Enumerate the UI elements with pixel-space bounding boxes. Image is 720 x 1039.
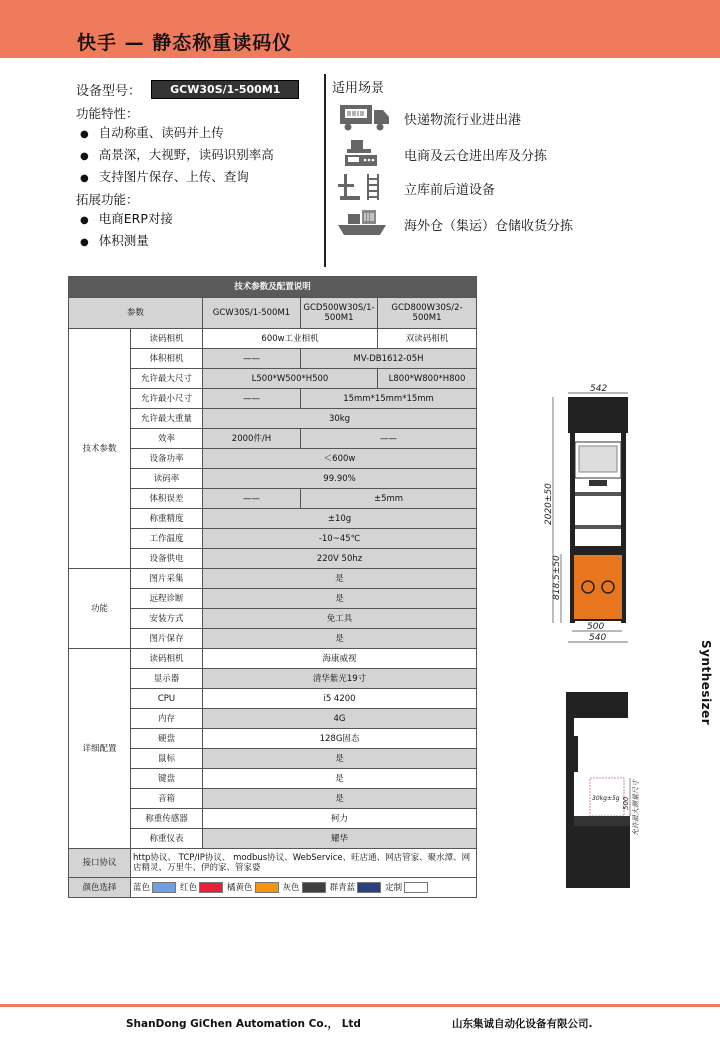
param-name: CPU [131,689,203,709]
table-row [69,809,477,829]
param-name: 读码相机 [131,649,203,669]
dim-inner: 500 [587,622,605,632]
param-name: 硬盘 [131,729,203,749]
param-name: 读码率 [131,469,203,489]
table-cell: 2000件/H [203,429,301,449]
param-name: 设备功率 [131,449,203,469]
header-bar [0,0,720,58]
param-name: 图片保存 [131,629,203,649]
table-cell: 15mm*15mm*15mm [301,389,477,409]
param-name: 允许最小尺寸 [131,389,203,409]
scenario-label: 电商及云仓进出库及分拣 [404,149,548,164]
table-cell: 是 [203,569,477,589]
table-row [69,369,477,389]
table-row [69,329,477,349]
side-box-label: 30kg±5g [592,795,620,802]
table-cell: 是 [203,629,477,649]
interface-label: 接口协议 [69,849,131,878]
param-name: 读码相机 [131,329,203,349]
color-label: 颜色选择 [69,878,131,898]
dim-top: 542 [590,384,608,394]
param-header: 参数 [69,298,203,329]
param-name: 工作温度 [131,529,203,549]
color-option-label: 蓝色 [133,883,151,893]
side-dim: 500 [622,796,630,810]
features-title: 功能特性： [76,106,139,121]
table-cell: 128G固态 [203,729,477,749]
table-row [69,789,477,809]
param-name: 效率 [131,429,203,449]
table-row [69,609,477,629]
table-row [69,689,477,709]
param-name: 允许最大重量 [131,409,203,429]
table-cell: 免工具 [203,609,477,629]
scenario-label: 快递物流行业进出港 [404,113,522,128]
bullet-item: ● 高景深，大视野，读码识别率高 [80,144,274,166]
scenario-item [334,102,634,132]
table-row [69,469,477,489]
param-name: 允许最大尺寸 [131,369,203,389]
table-cell: ＜600w [203,449,477,469]
scenario-item [334,172,634,202]
table-cell: 4G [203,709,477,729]
table-title-row [69,277,477,298]
color-option-label: 橘黄色 [227,883,253,893]
param-name: 远程诊断 [131,589,203,609]
footer-company-en: ShanDong GiChen Automation Co.， Ltd [126,1018,361,1030]
truck-icon [334,102,392,132]
table-cell: 是 [203,749,477,769]
color-option-label: 群青蓝 [329,883,356,893]
param-name: 设备供电 [131,549,203,569]
param-name: 鼠标 [131,749,203,769]
table-cell: —— [301,429,477,449]
features-list [80,122,274,188]
table-cell: i5 4200 [203,689,477,709]
param-name: 内存 [131,709,203,729]
table-cell: L800*W800*H800 [378,369,477,389]
table-cell: 是 [203,769,477,789]
param-name: 键盘 [131,769,203,789]
table-row [69,729,477,749]
param-name: 体积误差 [131,489,203,509]
divider [324,74,326,267]
table-cell: L500*W500*H500 [203,369,378,389]
table-row [69,649,477,669]
table-row [69,749,477,769]
table-cell: 99.90% [203,469,477,489]
table-row [69,669,477,689]
scenario-label: 海外仓（集运）仓储收货分拣 [404,219,574,234]
extensions-list [80,208,173,252]
scenario-label: 立库前后道设备 [404,183,496,198]
side-note: 允许最大测量尺寸 [632,780,640,836]
color-swatch [404,882,428,893]
table-header-row [69,298,477,329]
color-option-label: 红色 [180,883,198,893]
table-cell: 柯力 [203,809,477,829]
bullet-item: ● 自动称重、读码并上传 [80,122,274,144]
color-option-label: 灰色 [282,883,300,893]
spec-table [68,276,477,898]
scenario-item [334,138,634,168]
table-cell: —— [203,349,301,369]
param-name: 称重精度 [131,509,203,529]
table-cell: 220V 50hz [203,549,477,569]
table-cell: —— [203,489,301,509]
table-row [69,449,477,469]
interface-value: http协议、 TCP/IP协议、 modbus协议、WebService、旺店通、网店管家、聚水潭、网店精灵、万里牛、伊的家、管家婆 [131,849,477,878]
param-name: 音箱 [131,789,203,809]
dim-outer: 540 [589,633,607,643]
table-row [69,349,477,369]
table-row [69,549,477,569]
bullet-item: ● 电商ERP对接 [80,208,173,230]
table-row [69,509,477,529]
table-row [69,829,477,849]
model-header: GCW30S/1-500M1 [203,298,301,329]
page-title: 快手 — 静态称重读码仪 [77,32,293,54]
table-row [69,409,477,429]
color-swatch [152,882,176,893]
group-label: 详细配置 [69,649,131,849]
interface-row [69,849,477,878]
table-cell: -10~45℃ [203,529,477,549]
scenario-item [334,208,634,238]
scenarios-title: 适用场景 [332,81,385,96]
table-cell: 是 [203,589,477,609]
scale-icon [334,138,392,168]
table-cell: 海康威视 [203,649,477,669]
table-cell: 是 [203,789,477,809]
model-row [76,80,299,99]
model-header: GCD500W30S/1-500M1 [301,298,378,329]
table-row [69,529,477,549]
color-options [131,878,477,898]
table-cell: 双读码相机 [378,329,477,349]
color-swatch [302,882,326,893]
color-option-label: 定制 [385,883,403,893]
table-row [69,429,477,449]
param-name: 称重仪表 [131,829,203,849]
table-cell: 600w工业相机 [203,329,378,349]
footer-rule [0,1004,720,1007]
table-row [69,569,477,589]
table-row [69,389,477,409]
param-name: 称重传感器 [131,809,203,829]
table-cell: ±5mm [301,489,477,509]
table-cell: MV-DB1612-05H [301,349,477,369]
table-cell: 耀华 [203,829,477,849]
color-swatch [199,882,223,893]
side-view-drawing [560,688,680,898]
dim-height: 2020±50 [544,483,554,525]
group-label: 技术参数 [69,329,131,569]
bullet-item: ● 体积测量 [80,230,173,252]
dim-lower: 818.5±50 [552,555,562,600]
footer-company-cn: 山东集诚自动化设备有限公司. [452,1018,593,1030]
color-swatch [255,882,279,893]
table-row [69,489,477,509]
param-name: 安装方式 [131,609,203,629]
forklift-icon [334,172,392,202]
table-cell: ±10g [203,509,477,529]
bullet-item: ● 支持图片保存、上传、查询 [80,166,274,188]
group-label: 功能 [69,569,131,649]
param-name: 图片采集 [131,569,203,589]
model-header: GCD800W30S/2-500M1 [378,298,477,329]
table-row [69,629,477,649]
table-row [69,589,477,609]
table-cell: —— [203,389,301,409]
side-base: 400 [594,857,608,865]
table-title: 技术参数及配置说明 [69,277,477,298]
extensions-title: 拓展功能： [76,192,139,207]
table-cell: 30kg [203,409,477,429]
color-row [69,878,477,898]
table-cell: 清华紫光19寸 [203,669,477,689]
param-name: 显示器 [131,669,203,689]
model-label: 设备型号： [76,84,142,99]
model-value: GCW30S/1-500M1 [151,80,299,99]
table-row [69,769,477,789]
param-name: 体积相机 [131,349,203,369]
ship-icon [334,208,392,238]
front-view-drawing [515,380,645,645]
table-row [69,709,477,729]
color-swatch [357,882,381,893]
side-brand: Synthesizer [699,640,713,726]
